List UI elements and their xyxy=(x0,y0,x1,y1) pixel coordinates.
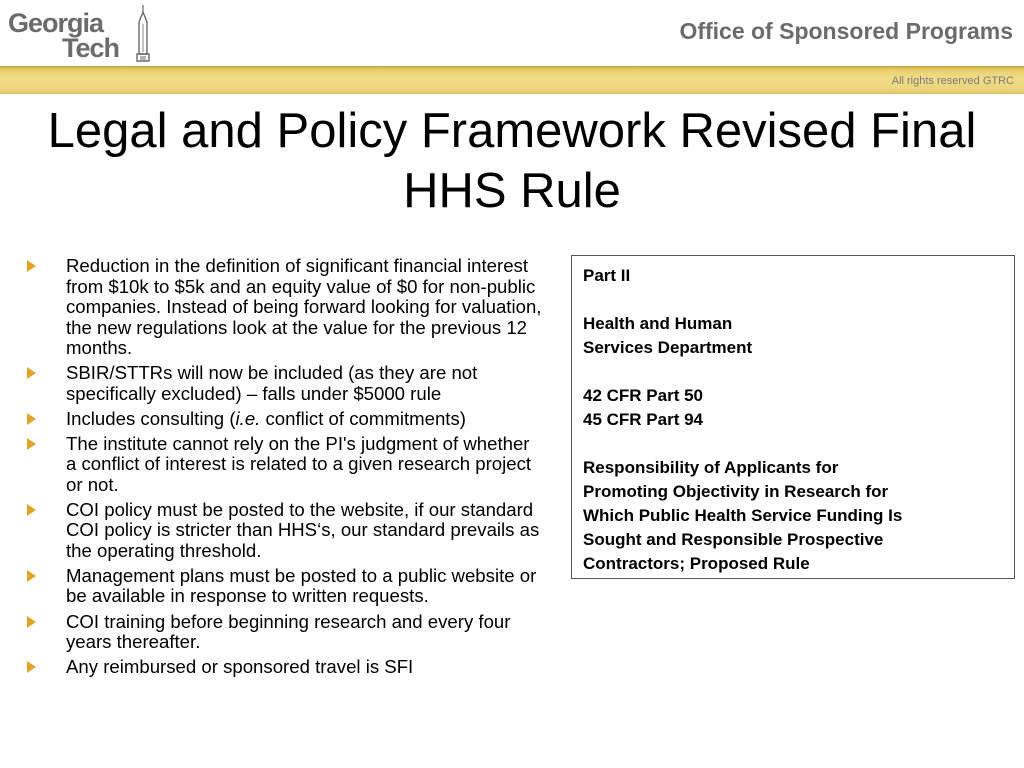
bullet-text xyxy=(66,408,466,429)
tech-tower-icon xyxy=(132,4,154,64)
reference-spacer xyxy=(583,288,1003,312)
reference-cfr: 42 CFR Part 50 xyxy=(583,386,703,405)
bullet-item xyxy=(24,434,544,496)
bullet-text: COI policy must be posted to the website, if our standard COI policy is stricter than HHS‘s, our standard prevails as the operating threshold. xyxy=(66,498,540,561)
bullet-arrow-icon xyxy=(27,367,36,379)
reference-rule-title-line: Contractors; Proposed Rule xyxy=(583,554,810,573)
bullet-arrow-icon xyxy=(27,413,36,425)
reference-rule-title-line: Sought and Responsible Prospective xyxy=(583,530,884,549)
reference-rule-title-line: Responsibility of Applicants for xyxy=(583,458,839,477)
bullet-arrow-icon xyxy=(27,438,36,450)
reference-cfr: 45 CFR Part 94 xyxy=(583,410,703,429)
header-band xyxy=(0,66,1024,94)
bullet-text-start: Includes consulting ( xyxy=(66,407,236,429)
reference-department-line: Health and Human xyxy=(583,314,733,333)
bullet-text: Any reimbursed or sponsored travel is SFI xyxy=(66,656,414,678)
bullet-item xyxy=(24,657,544,678)
georgia-tech-logo xyxy=(8,4,158,64)
rights-notice: All rights reserved GTRC xyxy=(891,75,1014,87)
bullet-arrow-icon xyxy=(27,570,36,582)
reference-part: Part II xyxy=(583,266,631,285)
reference-rule-title-line: Which Public Health Service Funding Is xyxy=(583,506,903,525)
bullet-text: COI training before beginning research and every four years thereafter. xyxy=(66,610,511,653)
slide-title: Legal and Policy Framework Revised Final HHS Rule xyxy=(47,104,977,218)
bullet-arrow-icon xyxy=(27,504,36,516)
reference-spacer xyxy=(583,432,1003,456)
logo-word-georgia: Georgia xyxy=(8,8,104,38)
bullet-text: SBIR/STTRs will now be included (as they are not specifically excluded) – falls under $5000 rule xyxy=(66,362,478,404)
bullet-item xyxy=(24,612,544,653)
department-name: Office of Sponsored Programs xyxy=(679,18,1013,44)
bullet-item xyxy=(24,409,544,430)
federal-register-reference-box xyxy=(571,255,1015,579)
bullet-item xyxy=(24,363,544,404)
logo-word-tech: Tech xyxy=(62,33,120,63)
reference-spacer xyxy=(583,360,1003,384)
bullet-text-italic: i.e. xyxy=(235,407,261,429)
reference-department-line: Services Department xyxy=(583,338,753,357)
reference-rule-title-line: Promoting Objectivity in Research for xyxy=(583,482,889,501)
bullet-arrow-icon xyxy=(27,260,36,272)
bullet-item xyxy=(24,500,544,562)
bullet-arrow-icon xyxy=(27,616,36,628)
bullet-text-end: conflict of commitments) xyxy=(260,407,466,429)
bullet-list xyxy=(24,256,544,682)
bullet-item xyxy=(24,256,544,359)
bullet-text: The institute cannot rely on the PI's judgment of whether a conflict of interest is related to a given research project or not. xyxy=(66,432,532,495)
bullet-text: Reduction in the definition of significant financial interest from $10k to $5k and an equity value of $0 for non-public companies. Instead of being forward looking for valuation, the new regulations look at the value for the previous 12 months. xyxy=(66,255,542,358)
bullet-text: Management plans must be posted to a public website or be available in response to written requests. xyxy=(66,564,537,607)
bullet-arrow-icon xyxy=(27,661,36,673)
bullet-item xyxy=(24,566,544,607)
slide-header xyxy=(0,0,1024,66)
